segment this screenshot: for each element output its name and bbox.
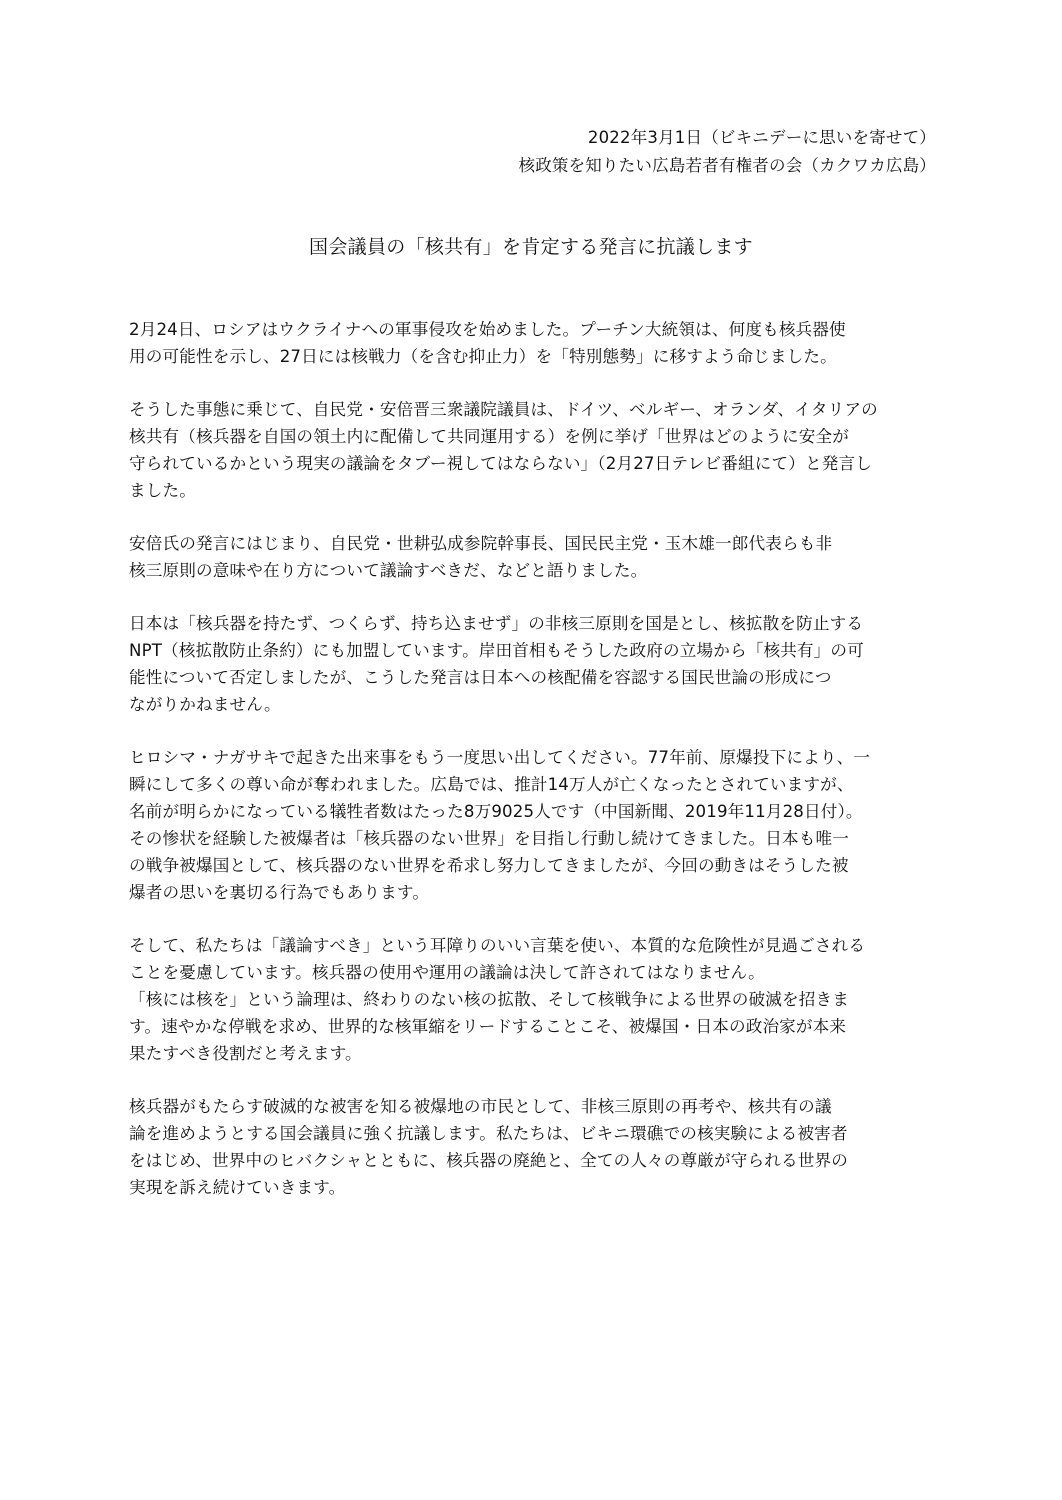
paragraph: [129, 932, 939, 1067]
paragraph-line: 2月24日、ロシアはウクライナへの軍事侵攻を始めました。プーチン大統領は、何度も核兵器使: [129, 320, 846, 339]
paragraph-line: 日本は「核兵器を持たず、つくらず、持ち込ませず」の非核三原則を国是とし、核拡散を防止する: [129, 614, 864, 633]
paragraph-line: 瞬にして多くの尊い命が奪われました。広島では、推計14万人が亡くなったとされていますが、: [129, 775, 854, 794]
paragraph-line: その惨状を経験した被爆者は「核兵器のない世界」を目指し行動し続けてきました。日本も唯一: [129, 829, 849, 848]
paragraph-line: そして、私たちは「議論すべき」という耳障りのいい言葉を使い、本質的な危険性が見過ごされる: [129, 936, 866, 955]
paragraph-line: をはじめ、世界中のヒバクシャとともに、核兵器の廃絶と、全ての人々の尊厳が守られる世界の: [129, 1151, 848, 1170]
paragraph-line: 爆者の思いを裏切る行為でもあります。: [129, 883, 430, 902]
paragraph-line: ことを憂慮しています。核兵器の使用や運用の議論は決して許されてはなりません。: [129, 963, 765, 982]
paragraph-line: NPT（核拡散防止条約）にも加盟しています。岸田首相もそうした政府の立場から「核共有」の可: [129, 641, 864, 660]
paragraph-line: 用の可能性を示し、27日には核戦力（を含む抑止力）を「特別態勢」に移すよう命じました。: [129, 347, 837, 366]
paragraph-line: 核共有（核兵器を自国の領土内に配備して共同運用する）を例に挙げ「世界はどのように安全が: [129, 427, 849, 446]
paragraph: [129, 396, 939, 504]
paragraph-line: す。速やかな停戦を求め、世界的な核軍縮をリードすることこそ、被爆国・日本の政治家が本来: [129, 1017, 847, 1036]
paragraph-line: 安倍氏の発言にはじまり、自民党・世耕弘成参院幹事長、国民民主党・玉木雄一郎代表らも非: [129, 534, 833, 553]
document-title: 国会議員の「核共有」を肯定する発言に抗議します: [309, 236, 753, 258]
paragraph-line: 守られているかという現実の議論をタブー視してはならない」（2月27日テレビ番組にて）と発言し: [129, 454, 872, 473]
paragraph-line: 名前が明らかになっている犠牲者数はたった8万9025人です（中国新聞、2019年11月28日付）。: [129, 802, 863, 821]
organization-line: 核政策を知りたい広島若者有権者の会（カクワカ広島）: [518, 156, 936, 175]
header-block: [519, 124, 937, 180]
paragraph-line: の戦争被爆国として、核兵器のない世界を希求し努力してきましたが、今回の動きはそうした被: [129, 856, 849, 875]
paragraph-line: そうした事態に乗じて、自民党・安倍晋三衆議院議員は、ドイツ、ベルギー、オランダ、イタリアの: [129, 400, 878, 419]
paragraph-line: 「核には核を」という論理は、終わりのない核の拡散、そして核戦争による世界の破滅を招きま: [129, 990, 849, 1009]
paragraph-line: 能性について否定しましたが、こうした発言は日本への核配備を容認する国民世論の形成につ: [129, 668, 832, 687]
paragraph-line: ました。: [129, 481, 196, 500]
paragraph-line: 果たすべき役割だと考えます。: [129, 1044, 362, 1063]
paragraph: [129, 744, 939, 906]
paragraph-line: ヒロシマ・ナガサキで起きた出来事をもう一度思い出してください。77年前、原爆投下により、一: [129, 748, 871, 767]
paragraph-line: 論を進めようとする国会議員に強く抗議します。私たちは、ビキニ環礁での核実験による被害者: [129, 1124, 848, 1143]
paragraph: [129, 610, 939, 718]
paragraph-line: ながりかねません。: [129, 695, 281, 714]
paragraph-line: 核三原則の意味や在り方について議論すべきだ、などと語りました。: [129, 561, 648, 580]
paragraph-line: 核兵器がもたらす破滅的な被害を知る被爆地の市民として、非核三原則の再考や、核共有の議: [129, 1097, 832, 1116]
date-line: 2022年3月1日（ビキニデーに思いを寄せて）: [587, 128, 936, 147]
paragraph: [129, 1093, 939, 1201]
document-body: [129, 316, 939, 1227]
paragraph: [129, 316, 939, 370]
paragraph: [129, 530, 939, 584]
paragraph-line: 実現を訴え続けていきます。: [129, 1178, 346, 1197]
